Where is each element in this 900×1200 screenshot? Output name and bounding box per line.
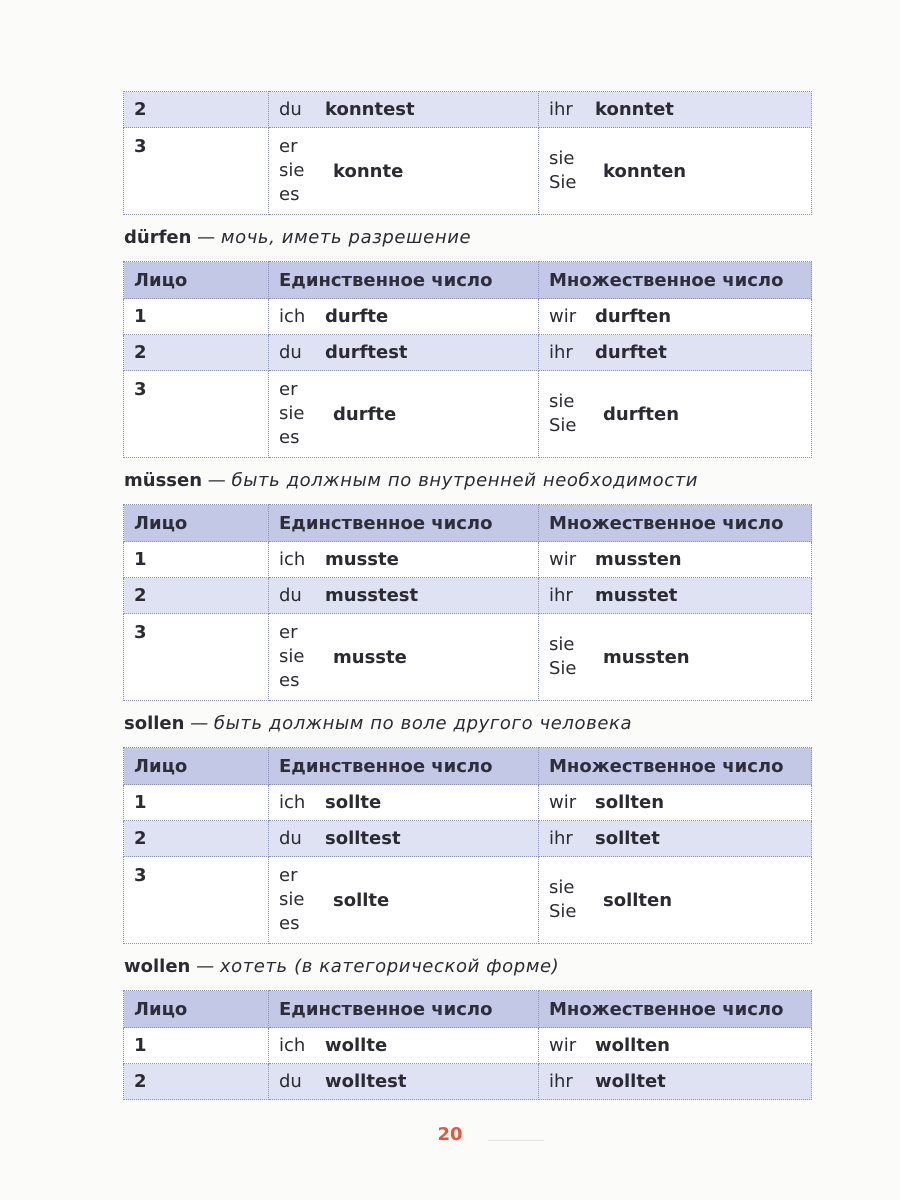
plural-cell [539, 821, 812, 857]
verb-form: durften [603, 403, 680, 425]
plural-cell [539, 92, 812, 128]
pronoun: Sie [549, 172, 577, 193]
column-header-person: Лицо [124, 748, 269, 785]
person-number: 3 [124, 128, 269, 215]
pronoun: ihr [549, 828, 573, 849]
singular-cell [269, 542, 539, 578]
singular-cell [269, 1028, 539, 1064]
verb-form: durfte [333, 403, 397, 425]
person-number: 3 [124, 857, 269, 944]
sollen-table [123, 747, 812, 944]
table-header-row [124, 991, 812, 1028]
verb-form: konntet [595, 99, 674, 120]
verb-form: sollte [325, 792, 382, 813]
table-header-row [124, 748, 812, 785]
person-number: 2 [124, 335, 269, 371]
pronoun: Sie [549, 901, 577, 922]
verb-infinitive: dürfen [124, 227, 192, 248]
singular-cell [269, 371, 539, 458]
singular-cell [269, 1064, 539, 1100]
dash: — [197, 227, 216, 248]
column-header-singular: Единственное число [269, 262, 539, 299]
singular-cell [269, 299, 539, 335]
person-number: 2 [124, 1064, 269, 1100]
plural-cell [539, 128, 812, 215]
verb-form: musste [333, 646, 407, 668]
verb-form: durften [595, 306, 672, 327]
pronoun: wir [549, 1035, 577, 1056]
column-header-person: Лицо [124, 991, 269, 1028]
dash: — [207, 470, 226, 491]
pronoun: du [279, 99, 302, 120]
verb-translation: быть должным по внутренней необходимости [231, 470, 699, 491]
verb-infinitive: müssen [124, 470, 203, 491]
plural-cell [539, 614, 812, 701]
pronoun: es [279, 670, 300, 691]
pronoun: du [279, 828, 302, 849]
plural-cell [539, 371, 812, 458]
plural-cell [539, 299, 812, 335]
verb-form: durfte [325, 306, 389, 327]
wollen-table [123, 990, 812, 1100]
pronoun: ich [279, 306, 306, 327]
pronoun: ihr [549, 585, 573, 606]
pronoun: er [279, 136, 298, 157]
pronoun: es [279, 184, 300, 205]
plural-cell [539, 542, 812, 578]
table-row [124, 857, 812, 944]
pronoun: er [279, 865, 298, 886]
verb-form: wolltest [325, 1071, 407, 1092]
singular-cell [269, 614, 539, 701]
plural-cell [539, 1064, 812, 1100]
pronoun: wir [549, 306, 577, 327]
table-row [124, 542, 812, 578]
verb-heading-mussen [123, 458, 811, 504]
table-row [124, 614, 812, 701]
verb-form: konntest [325, 99, 415, 120]
table-row [124, 1028, 812, 1064]
person-number: 3 [124, 614, 269, 701]
verb-translation: быть должным по воле другого человека [213, 713, 633, 734]
konnen-table-fragment [123, 91, 812, 215]
page-number: 20 [437, 1124, 463, 1145]
person-number: 1 [124, 1028, 269, 1064]
plural-cell [539, 1028, 812, 1064]
table-row [124, 785, 812, 821]
pronoun: ihr [549, 1071, 573, 1092]
verb-form: sollten [603, 889, 673, 911]
singular-cell [269, 821, 539, 857]
person-number: 1 [124, 299, 269, 335]
verb-translation: хотеть (в категорической форме) [219, 956, 560, 977]
singular-cell [269, 578, 539, 614]
verb-form: durftest [325, 342, 408, 363]
singular-cell [269, 92, 539, 128]
table-row [124, 1064, 812, 1100]
column-header-singular: Единственное число [269, 505, 539, 542]
verb-form: musstet [595, 585, 678, 606]
table-header-row [124, 505, 812, 542]
verb-form: mussten [595, 549, 682, 570]
durfen-table [123, 261, 812, 458]
mussen-table [123, 504, 812, 701]
singular-cell [269, 335, 539, 371]
table-row [124, 92, 812, 128]
verb-form: wollten [595, 1035, 670, 1056]
person-number: 2 [124, 92, 269, 128]
table-row [124, 578, 812, 614]
verb-form: solltest [325, 828, 401, 849]
pronoun: sie [279, 889, 305, 910]
person-number: 1 [124, 785, 269, 821]
singular-cell [269, 785, 539, 821]
pronoun: ich [279, 1035, 306, 1056]
table-row [124, 821, 812, 857]
pronoun: ich [279, 792, 306, 813]
verb-form: solltet [595, 828, 660, 849]
table-header-row [124, 262, 812, 299]
person-number: 1 [124, 542, 269, 578]
verb-translation: мочь, иметь разрешение [220, 227, 472, 248]
pronoun: Sie [549, 658, 577, 679]
pronoun: es [279, 913, 300, 934]
pronoun: sie [549, 391, 575, 412]
verb-form: wolltet [595, 1071, 666, 1092]
column-header-plural: Множественное число [539, 505, 812, 542]
verb-form: wollte [325, 1035, 388, 1056]
verb-form: durftet [595, 342, 667, 363]
column-header-person: Лицо [124, 262, 269, 299]
plural-cell [539, 857, 812, 944]
dash: — [196, 956, 215, 977]
verb-infinitive: sollen [124, 713, 185, 734]
verb-form: musstest [325, 585, 419, 606]
singular-cell [269, 857, 539, 944]
column-header-plural: Множественное число [539, 262, 812, 299]
pronoun: sie [279, 646, 305, 667]
pronoun: sie [549, 634, 575, 655]
pronoun: er [279, 622, 298, 643]
column-header-person: Лицо [124, 505, 269, 542]
plural-cell [539, 335, 812, 371]
verb-infinitive: wollen [124, 956, 191, 977]
pronoun: wir [549, 549, 577, 570]
textbook-page [123, 91, 811, 1100]
pronoun: es [279, 427, 300, 448]
column-header-plural: Множественное число [539, 748, 812, 785]
verb-heading-wollen [123, 944, 811, 990]
verb-heading-durfen [123, 215, 811, 261]
column-header-plural: Множественное число [539, 991, 812, 1028]
pronoun: sie [549, 148, 575, 169]
pronoun: wir [549, 792, 577, 813]
pronoun: sie [279, 403, 305, 424]
table-row [124, 128, 812, 215]
verb-form: sollte [333, 889, 390, 911]
pronoun: ihr [549, 99, 573, 120]
page-number-rule [488, 1140, 544, 1141]
table-row [124, 371, 812, 458]
verb-form: musste [325, 549, 399, 570]
verb-form: sollten [595, 792, 665, 813]
pronoun: sie [279, 160, 305, 181]
pronoun: Sie [549, 415, 577, 436]
verb-heading-sollen [123, 701, 811, 747]
pronoun: du [279, 1071, 302, 1092]
pronoun: er [279, 379, 298, 400]
verb-form: konnten [603, 160, 687, 182]
pronoun: du [279, 342, 302, 363]
table-row [124, 335, 812, 371]
verb-form: konnte [333, 160, 404, 182]
person-number: 2 [124, 578, 269, 614]
pronoun: du [279, 585, 302, 606]
singular-cell [269, 128, 539, 215]
table-row [124, 299, 812, 335]
pronoun: ihr [549, 342, 573, 363]
pronoun: ich [279, 549, 306, 570]
person-number: 3 [124, 371, 269, 458]
person-number: 2 [124, 821, 269, 857]
plural-cell [539, 578, 812, 614]
plural-cell [539, 785, 812, 821]
column-header-singular: Единственное число [269, 991, 539, 1028]
dash: — [190, 713, 209, 734]
column-header-singular: Единственное число [269, 748, 539, 785]
verb-form: mussten [603, 646, 690, 668]
pronoun: sie [549, 877, 575, 898]
